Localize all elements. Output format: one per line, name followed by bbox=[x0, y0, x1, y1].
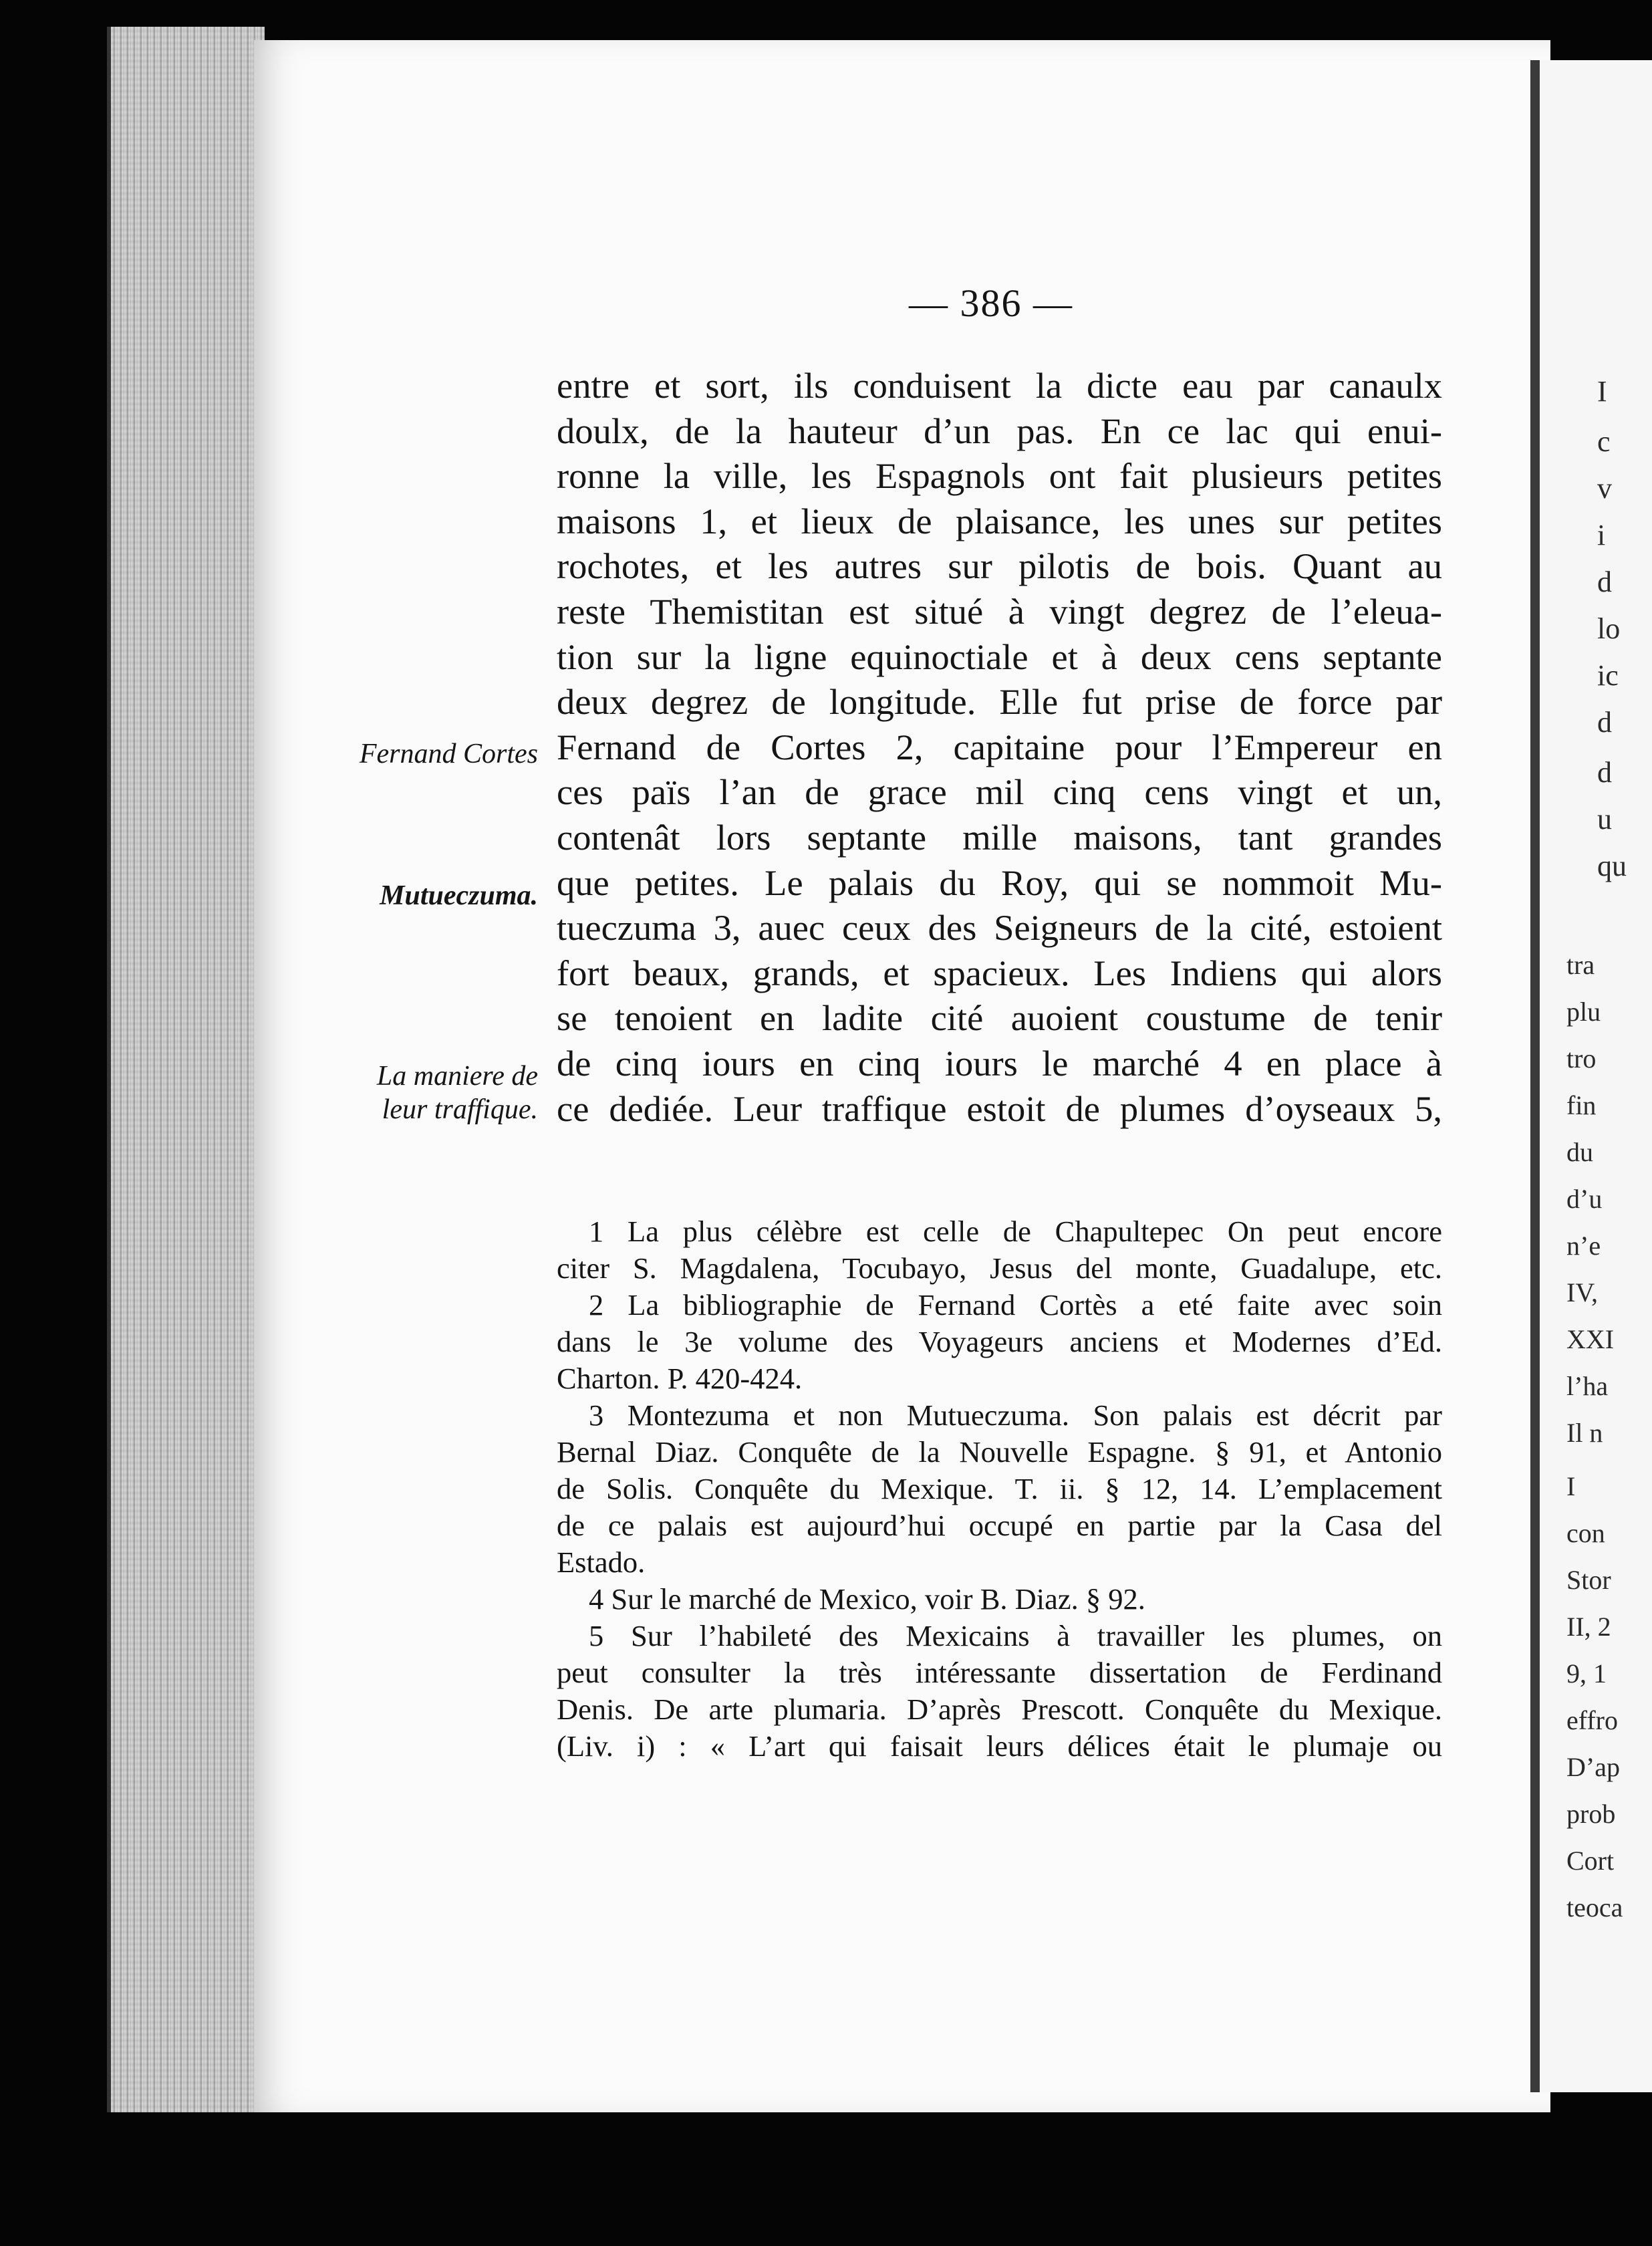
text-line: tueczuma 3, auec ceux des Seigneurs de la cité, estoient bbox=[557, 907, 1442, 949]
text-line: de cinq iours en cinq iours le marché 4 en place à bbox=[557, 1042, 1442, 1084]
text-line: tion sur la ligne equinoctiale et à deux cens septante bbox=[557, 636, 1442, 677]
facing-page-fragment: lo bbox=[1597, 612, 1621, 645]
footnote-line: (Liv. i) : « L’art qui faisait leurs délices était le plumaje ou bbox=[557, 1729, 1442, 1763]
text-line: entre et sort, ils conduisent la dicte eau par canaulx bbox=[557, 365, 1442, 406]
facing-page-fragment: Il n bbox=[1566, 1418, 1603, 1448]
facing-page-fragment: XXI bbox=[1566, 1324, 1615, 1354]
footnote-line: 5 Sur l’habileté des Mexicains à travailler les plumes, on bbox=[589, 1619, 1442, 1652]
footnote-line: 1 La plus célèbre est celle de Chapultepec On peut encore bbox=[589, 1215, 1442, 1248]
facing-page-fragment: d bbox=[1597, 706, 1612, 739]
footnote-line: 4 Sur le marché de Mexico, voir B. Diaz. § 92. bbox=[589, 1582, 1145, 1616]
facing-page-fragment: 9, 1 bbox=[1566, 1658, 1607, 1689]
page-number: — 386 — bbox=[909, 281, 1073, 325]
facing-page-fragment: Cort bbox=[1566, 1846, 1615, 1876]
text-line: deux degrez de longitude. Elle fut prise de force par bbox=[557, 681, 1442, 723]
facing-page-fragment: tra bbox=[1566, 950, 1595, 980]
facing-page-fragment: v bbox=[1597, 472, 1612, 505]
text-line: ronne la ville, les Espagnols ont fait plusieurs petites bbox=[557, 455, 1442, 497]
footnote-line: Charton. P. 420-424. bbox=[557, 1362, 803, 1395]
text-line: Fernand de Cortes 2, capitaine pour l’Empereur en bbox=[557, 726, 1442, 767]
margin-note-line: La maniere de bbox=[376, 1061, 538, 1092]
text-line: ce dediée. Leur traffique estoit de plumes d’oyseaux 5, bbox=[557, 1088, 1442, 1129]
facing-page bbox=[1530, 60, 1652, 2092]
footnote-line: 3 Montezuma et non Mutueczuma. Son palais est décrit par bbox=[589, 1398, 1442, 1432]
footnote-line: dans le 3e volume des Voyageurs anciens et Modernes d’Ed. bbox=[557, 1325, 1442, 1358]
footnote-line: Denis. De arte plumaria. D’après Prescott. Conquête du Mexique. bbox=[557, 1693, 1442, 1726]
footnote-line: Estado. bbox=[557, 1545, 646, 1579]
text-line: doulx, de la hauteur d’un pas. En ce lac qui enui- bbox=[557, 410, 1442, 451]
facing-page-fragment: teoca bbox=[1566, 1892, 1623, 1922]
facing-page-fragment: prob bbox=[1566, 1799, 1616, 1829]
facing-page-fragment: con bbox=[1566, 1518, 1605, 1548]
facing-page-fragment: i bbox=[1597, 519, 1606, 551]
footnotes bbox=[557, 1213, 1442, 1765]
text-line: reste Themistitan est situé à vingt degrez de l’eleua- bbox=[557, 590, 1442, 632]
text-line: ces païs l’an de grace mil cinq cens vingt et un, bbox=[557, 771, 1442, 813]
text-line: contenât lors septante mille maisons, tant grandes bbox=[557, 816, 1442, 858]
margin-note-mutueczuma: Mutueczuma. bbox=[380, 880, 538, 911]
facing-page-fragment: u bbox=[1597, 803, 1612, 836]
facing-page-fragment: n’e bbox=[1566, 1231, 1601, 1261]
facing-page-fragment: plu bbox=[1566, 997, 1601, 1027]
main-text bbox=[557, 363, 1442, 1131]
facing-page-fragment: d bbox=[1597, 756, 1612, 789]
footnote-line: citer S. Magdalena, Tocubayo, Jesus del monte, Guadalupe, etc. bbox=[557, 1251, 1442, 1285]
facing-page-fragment: d’u bbox=[1566, 1184, 1603, 1214]
facing-page-fragment: tro bbox=[1566, 1043, 1597, 1074]
facing-page-fragment: ic bbox=[1597, 659, 1619, 692]
facing-page-fragment: Stor bbox=[1566, 1565, 1611, 1595]
facing-page-fragment: du bbox=[1566, 1137, 1593, 1167]
text-line: rochotes, et les autres sur pilotis de bois. Quant au bbox=[557, 545, 1442, 587]
facing-page-fragment: I bbox=[1566, 1471, 1576, 1501]
facing-page-fragment: effro bbox=[1566, 1705, 1618, 1735]
footnote-line: de ce palais est aujourd’hui occupé en partie par la Casa del bbox=[557, 1509, 1442, 1542]
margin-note-maniere bbox=[344, 1059, 538, 1126]
footnote-line: 2 La bibliographie de Fernand Cortès a eté faite avec soin bbox=[589, 1288, 1442, 1322]
facing-page-fragment: c bbox=[1597, 425, 1611, 458]
facing-page-fragment: II, 2 bbox=[1566, 1612, 1611, 1642]
footnote-line: Bernal Diaz. Conquête de la Nouvelle Espagne. § 91, et Antonio bbox=[557, 1435, 1442, 1469]
text-line: fort beaux, grands, et spacieux. Les Indiens qui alors bbox=[557, 952, 1442, 993]
margin-note-fernand: Fernand Cortes bbox=[359, 739, 538, 769]
text-line: se tenoient en ladite cité auoient coustume de tenir bbox=[557, 997, 1442, 1039]
facing-page-fragment: I bbox=[1597, 375, 1607, 408]
margin-note-line: leur traffique. bbox=[382, 1094, 538, 1125]
footnote-line: peut consulter la très intéressante dissertation de Ferdinand bbox=[557, 1656, 1442, 1689]
text-line: maisons 1, et lieux de plaisance, les unes sur petites bbox=[557, 500, 1442, 541]
facing-page-fragment: d bbox=[1597, 566, 1612, 598]
facing-page-fragment: qu bbox=[1597, 850, 1627, 882]
facing-page-fragment: IV, bbox=[1566, 1277, 1599, 1307]
facing-page-fragment: l’ha bbox=[1566, 1371, 1609, 1401]
facing-page-fragment: fin bbox=[1566, 1090, 1597, 1120]
facing-page-fragment: D’ap bbox=[1566, 1752, 1620, 1782]
page-block-edges bbox=[107, 27, 265, 2112]
footnote-line: de Solis. Conquête du Mexique. T. ii. § 12, 14. L’emplacement bbox=[557, 1472, 1442, 1505]
text-line: que petites. Le palais du Roy, qui se nommoit Mu- bbox=[557, 862, 1442, 903]
